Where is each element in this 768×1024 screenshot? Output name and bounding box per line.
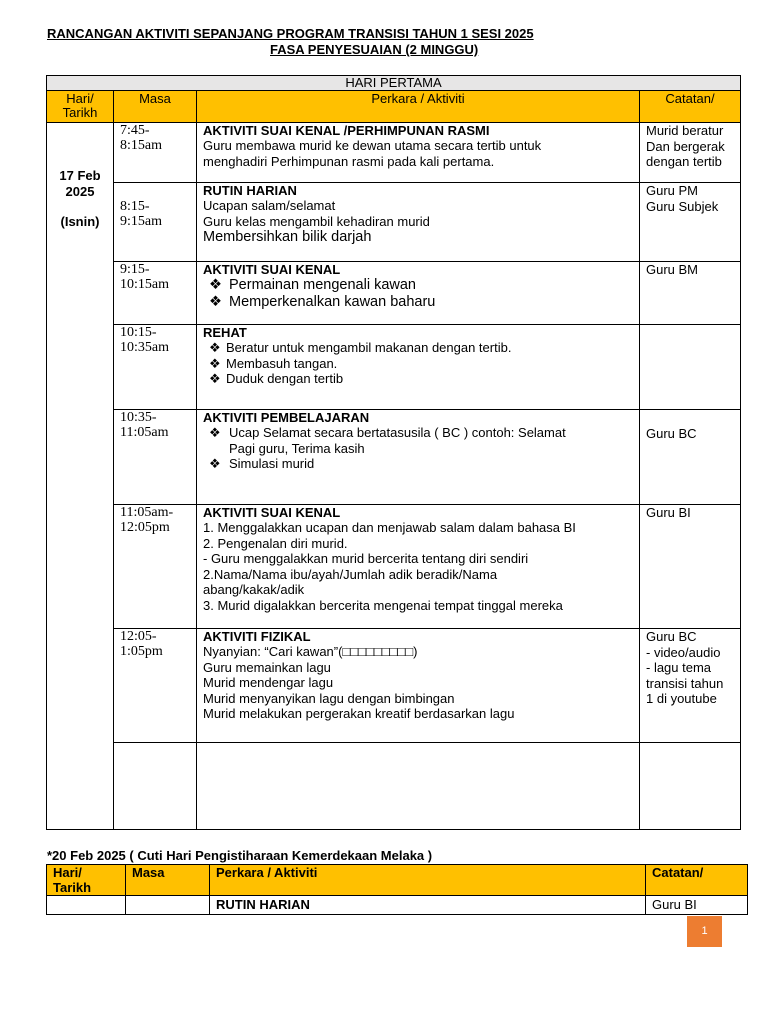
time-cell	[126, 896, 210, 915]
section-title: HARI PERTAMA	[47, 76, 741, 91]
time-end: 12:05pm	[120, 520, 170, 535]
time-cell	[114, 410, 197, 505]
notes-cell	[640, 325, 741, 410]
list-item	[203, 425, 633, 441]
note-line: - video/audio	[646, 644, 721, 660]
table-column-header	[47, 91, 741, 123]
column-header-day	[47, 91, 114, 123]
activity-line: 2.Nama/Nama ibu/ayah/Jumlah adik beradik/Nama	[203, 566, 498, 582]
time-end: 11:05am	[120, 425, 169, 440]
note-line: Guru BI	[646, 505, 691, 520]
time-start: 8:15-	[120, 199, 150, 214]
column-header-day-line2: Tarikh	[53, 880, 92, 895]
column-header-day-line1: Hari/	[53, 865, 82, 880]
diamond-bullet-icon: ❖	[209, 294, 222, 310]
list-item	[203, 294, 633, 311]
schedule-table	[46, 75, 741, 830]
activity-line: Guru kelas mengambil kehadiran murid	[203, 213, 430, 229]
list-item	[203, 356, 633, 372]
time-cell	[114, 123, 197, 183]
time-start: 9:15-	[120, 262, 150, 277]
bullet-text: Duduk dengan tertib	[226, 371, 344, 386]
table-row	[47, 629, 741, 743]
document-title: RANCANGAN AKTIVITI SEPANJANG PROGRAM TRANSISI TAHUN 1 SESI 2025	[47, 26, 534, 41]
activity-title: REHAT	[203, 325, 247, 340]
bullet-text: Ucap Selamat secara bertatasusila ( BC ) contoh: Selamat	[229, 425, 566, 440]
activity-title: AKTIVITI FIZIKAL	[203, 629, 311, 644]
time-end: 10:35am	[120, 340, 169, 355]
column-header-day-line1: Hari/	[66, 91, 94, 106]
activity-line: 1. Menggalakkan ucapan dan menjawab salam dalam bahasa BI	[203, 520, 576, 535]
activity-title: AKTIVITI PEMBELAJARAN	[203, 410, 370, 425]
table-section-header	[47, 76, 741, 91]
column-header-time: Masa	[114, 91, 197, 123]
note-line: transisi tahun	[646, 675, 724, 691]
activity-line: Guru membawa murid ke dewan utama secara tertib untuk	[203, 138, 542, 153]
bullet-text: Membasuh tangan.	[226, 355, 338, 371]
day-cell	[47, 896, 126, 915]
list-item	[203, 456, 633, 472]
activity-line: menghadiri Perhimpunan rasmi pada kali pertama.	[203, 153, 495, 169]
date-line1: 17 Feb	[59, 168, 101, 183]
activity-cell	[197, 325, 640, 410]
activity-line: 3. Murid digalakkan bercerita mengenai tempat tinggal mereka	[203, 597, 563, 613]
table-row	[47, 505, 741, 629]
bullet-text: Simulasi murid	[229, 456, 315, 471]
activity-line: Nyanyian: “Cari kawan”(□□□□□□□□□)	[203, 644, 418, 659]
bullet-list	[203, 425, 633, 472]
activity-line: Murid mendengar lagu	[203, 675, 334, 690]
column-header-activity: Perkara / Aktiviti	[197, 91, 640, 123]
activity-cell	[197, 262, 640, 325]
activity-cell	[197, 410, 640, 505]
table-column-header	[47, 865, 748, 896]
time-start: 12:05-	[120, 629, 157, 644]
activity-line: Murid melakukan pergerakan kreatif berdasarkan lagu	[203, 706, 515, 721]
date-line2: 2025	[65, 184, 95, 199]
time-cell	[114, 262, 197, 325]
activity-cell	[197, 629, 640, 743]
table-row	[47, 896, 748, 915]
time-cell	[114, 743, 197, 830]
activity-title: AKTIVITI SUAI KENAL /PERHIMPUNAN RASMI	[203, 123, 490, 138]
notes-cell	[640, 183, 741, 262]
notes-cell	[640, 743, 741, 830]
bullet-text-continued: Pagi guru, Terima kasih	[229, 440, 365, 456]
time-end: 1:05pm	[120, 644, 163, 659]
table-row	[47, 325, 741, 410]
note-line: Guru BC	[646, 426, 697, 441]
table-row	[47, 123, 741, 183]
time-cell	[114, 505, 197, 629]
activity-line: - Guru menggalakkan murid bercerita tentang diri sendiri	[203, 551, 529, 566]
list-item	[203, 340, 633, 356]
table-row-empty	[47, 743, 741, 830]
bullet-text: Memperkenalkan kawan baharu	[229, 294, 436, 310]
document-subtitle: FASA PENYESUAIAN (2 MINGGU)	[270, 42, 479, 57]
notes-cell	[640, 629, 741, 743]
column-header-notes: Catatan/	[640, 91, 741, 123]
table-row	[47, 410, 741, 505]
activity-title: AKTIVITI SUAI KENAL	[203, 262, 341, 277]
notes-cell	[640, 410, 741, 505]
page-number-badge: 1	[687, 916, 722, 947]
diamond-bullet-icon: ❖	[209, 355, 221, 371]
time-end: 10:15am	[120, 277, 169, 292]
diamond-bullet-icon: ❖	[209, 277, 222, 293]
time-end: 9:15am	[120, 214, 162, 229]
time-start: 7:45-	[120, 123, 150, 138]
list-item	[203, 277, 633, 294]
activity-title: AKTIVITI SUAI KENAL	[203, 505, 341, 520]
column-header-activity: Perkara / Aktiviti	[210, 865, 646, 896]
list-item	[203, 371, 633, 387]
table-row	[47, 183, 741, 262]
weekday: (Isnin)	[60, 214, 100, 229]
time-cell	[114, 183, 197, 262]
diamond-bullet-icon: ❖	[209, 340, 221, 355]
time-start: 10:15-	[120, 325, 157, 340]
time-end: 8:15am	[120, 138, 162, 153]
activity-cell: RUTIN HARIAN	[210, 896, 646, 915]
diamond-bullet-icon: ❖	[209, 425, 221, 440]
time-start: 10:35-	[120, 410, 157, 425]
bullet-text: Permainan mengenali kawan	[229, 277, 416, 293]
note-line: Murid beratur	[646, 123, 724, 138]
time-cell	[114, 629, 197, 743]
activity-line: Ucapan salam/selamat	[203, 198, 336, 213]
note-line: Dan bergerak	[646, 138, 725, 154]
activity-title: RUTIN HARIAN	[203, 183, 297, 198]
column-header-notes: Catatan/	[646, 865, 748, 896]
bullet-list	[203, 277, 633, 311]
note-line: - lagu tema	[646, 660, 712, 675]
note-line: Guru PM	[646, 183, 699, 198]
activity-line: Guru memainkan lagu	[203, 659, 331, 675]
table-row	[47, 262, 741, 325]
bullet-text: Beratur untuk mengambil makanan dengan tertib.	[226, 340, 512, 355]
note-line: Guru Subjek	[646, 198, 719, 214]
column-header-day	[47, 865, 126, 896]
day-cell	[47, 123, 114, 830]
notes-cell	[640, 262, 741, 325]
time-cell	[114, 325, 197, 410]
notes-cell	[640, 505, 741, 629]
activity-cell	[197, 743, 640, 830]
diamond-bullet-icon: ❖	[209, 371, 221, 386]
activity-cell	[197, 183, 640, 262]
activity-line: 2. Pengenalan diri murid.	[203, 535, 348, 551]
list-item	[203, 441, 633, 457]
notes-cell: Guru BI	[646, 896, 748, 915]
diamond-bullet-icon: ❖	[209, 456, 221, 471]
schedule-table-second	[46, 864, 748, 915]
activity-line: Membersihkan bilik darjah	[203, 229, 372, 245]
activity-cell	[197, 505, 640, 629]
activity-line: abang/kakak/adik	[203, 582, 305, 597]
holiday-note: *20 Feb 2025 ( Cuti Hari Pengistiharaan Kemerdekaan Melaka )	[47, 848, 433, 863]
note-line: Guru BM	[646, 262, 699, 277]
bullet-list	[203, 340, 633, 387]
activity-cell	[197, 123, 640, 183]
activity-line: Murid menyanyikan lagu dengan bimbingan	[203, 690, 455, 706]
column-header-time: Masa	[126, 865, 210, 896]
note-line: 1 di youtube	[646, 691, 717, 706]
note-line: dengan tertib	[646, 154, 722, 169]
note-line: Guru BC	[646, 629, 697, 644]
column-header-day-line2: Tarikh	[62, 105, 98, 120]
time-start: 11:05am-	[120, 505, 174, 520]
notes-cell	[640, 123, 741, 183]
